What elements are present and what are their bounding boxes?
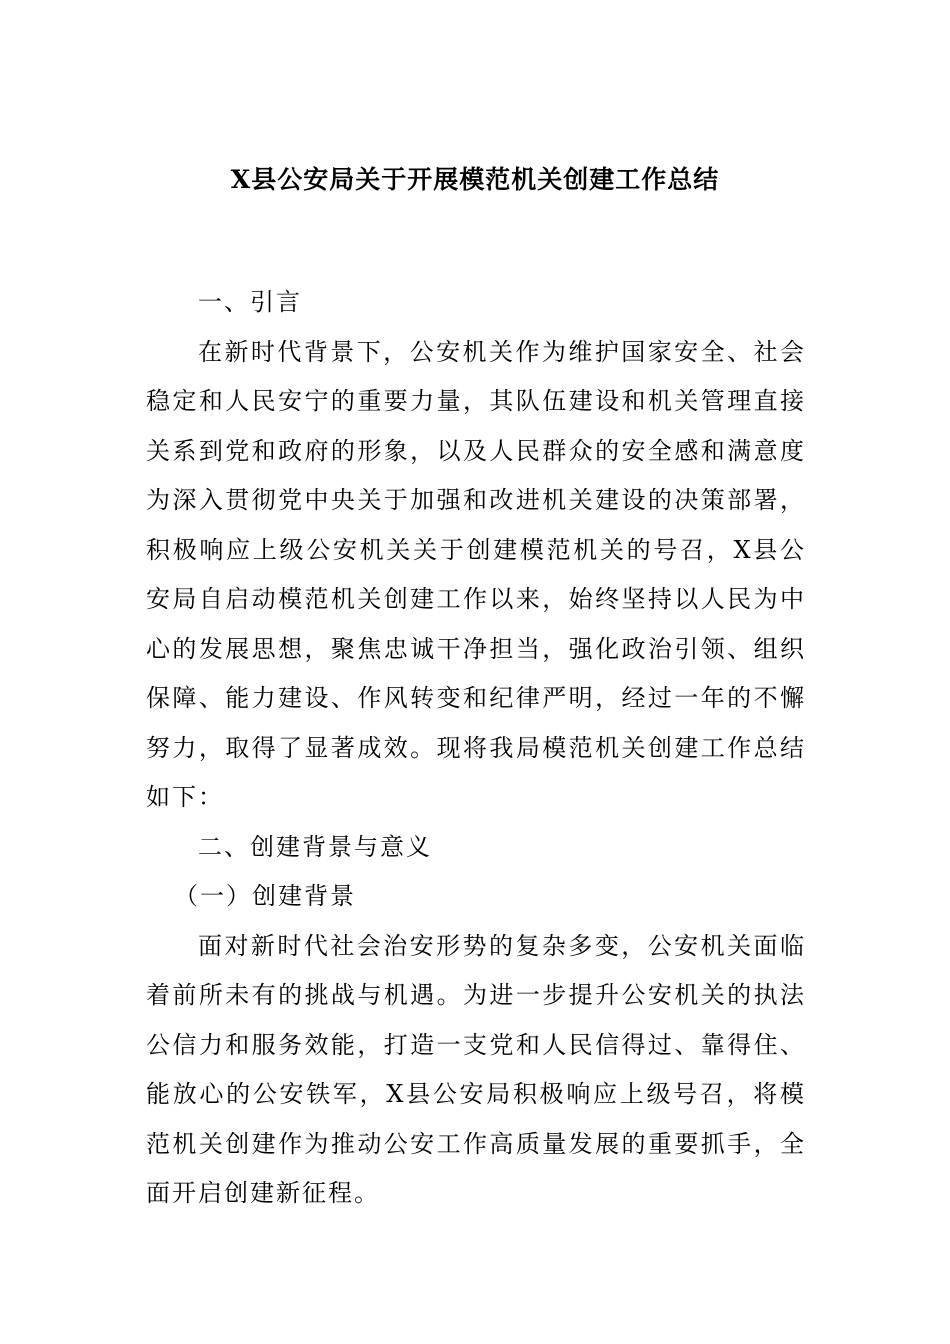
section-heading-background: 二、创建背景与意义 [198,832,432,861]
background-paragraph: 面对新时代社会治安形势的复杂多变，公安机关面临着前所未有的挑战与机遇。为进一步提升公安机关的执法公信力和服务效能，打造一支党和人民信得过、靠得住、能放心的公安铁军，X县公安局积极响应上级号召，将模范机关创建作为推动公安工作高质量发展的重要抓手，全面开启创建新征程。 [146,931,806,1207]
subsection-heading-background: （一）创建背景 [174,882,356,910]
intro-paragraph: 在新时代背景下，公安机关作为维护国家安全、社会稳定和人民安宁的重要力量，其队伍建设和机关管理直接关系到党和政府的形象，以及人民群众的安全感和满意度为深入贯彻党中央关于加强和改进机关建设的决策部署，积极响应上级公安机关关于创建模范机关的号召，X县公安局自启动模范机关创建工作以来，始终坚持以人民为中心的发展思想，聚焦忠诚干净担当，强化政治引领、组织保障、能力建设、作风转变和纪律严明，经过一年的不懈努力，取得了显著成效。现将我局模范机关创建工作总结如下： [146,337,806,811]
section-heading-intro: 一、引言 [198,288,302,316]
document-body [146,278,806,1219]
document-title: X县公安局关于开展模范机关创建工作总结 [230,165,720,194]
